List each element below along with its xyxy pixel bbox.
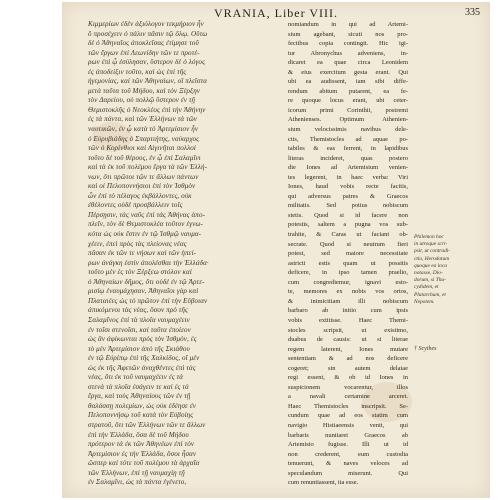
page-header (62, 6, 490, 20)
greek-text-line: κότα ὡς οὐκ ἔστιν ἐν τῷ Ἰσθμῷ ναυμα- (88, 230, 202, 239)
greek-text-line: Πέρσῃσιν, τὰς ναῦς ἐπὶ τὰς Ἀθήνας ἀπο- (88, 210, 206, 219)
latin-text-line: speculandum miserunt. Qui (288, 469, 408, 477)
latin-text-line: duabus de causis: ut si literae (288, 336, 408, 344)
margin-note-line: dorum, si Thu- (414, 277, 446, 284)
greek-text-line: Ἀρτεμίσιον ἐς τὴν Ἑλλάδα, ὅσοι ἦσαν (88, 449, 197, 458)
greek-text-line: ρων ἀνάγκη ἐστὶν ἀπολέσθαι τὴν Ἑλλάδα· (88, 258, 209, 267)
latin-text-line: non crederent, eum custodia (288, 450, 408, 458)
greek-text-line: μισίῳ ἐναυμάχησαν, Ἀθηναῖοι γὰρ καὶ (88, 287, 199, 296)
greek-text-line: πρότερον τὰ ἐκ τῶν Ἀθηνέων ἐπὶ τὸν (88, 440, 195, 449)
latin-text-line: dicaret ea quae circa Leonidem (288, 59, 408, 67)
latin-text-line: stocles scripsit, ut existimo, (288, 326, 408, 334)
greek-text-line: Θεμιστοκλῆς ὁ Νεοκλέος ἐπὶ τὴν Ἀθήνην (88, 105, 206, 114)
greek-text-line: ὁ Εὐρυβιάδης ὁ Σπαρτιήτης, ναύαρχος (88, 134, 200, 143)
greek-text-line: ἐν τῷ Εὐρίπῳ ἐπὶ τῆς Χαλκίδος, οἳ μὲν (88, 354, 200, 363)
greek-text-line: τοῦτο μὲν ἐς τὸν Ξέρξεω στόλον καὶ (88, 268, 192, 277)
latin-text-line: rendum abitum putarent, ea fe- (288, 87, 408, 95)
latin-text-line: icorum primi Corinthii, postremi (288, 106, 408, 114)
greek-text-line: νέας, ὅτι ἐκ τοῦ ναυμαχέειν ἐς τὰ (88, 373, 184, 382)
greek-text-line: ρων ἐπὶ ᾧ ἐσύλησαν, ὕστερον δὲ ὁ λόγος (88, 58, 206, 67)
greek-text-line: τῶν ἔργων ἐπὶ Λεωνίδην τῶν τε προτέ- (88, 48, 200, 57)
latin-text-line: barbaro ab initio cum ipsis (288, 307, 408, 315)
latin-text-line: potest, sed maiore necessitate (288, 250, 408, 258)
latin-text-line: vobis extitisse. Haec Themi- (288, 316, 408, 324)
latin-text-line: regi essent, & ob id Iones in (288, 374, 408, 382)
greek-text-column (88, 20, 278, 488)
greek-text-line: πλεῖν, τὸν δὲ Θεμιστοκλέα τοῦτον ἐγνω- (88, 220, 204, 229)
latin-text-line: militatis. Sed potius nobiscum (288, 202, 408, 210)
greek-text-line: ἐπὶ τὴν Ἑλλάδα, ὅσα δὲ τοῦ Μήδου (88, 430, 189, 439)
latin-text-column (288, 20, 408, 488)
latin-text-line: cogeret; sin autem delatae (288, 364, 408, 372)
margin-note-line: in utroque scri- (414, 241, 448, 248)
greek-text-line: ὡς ἂν ἀφίκωνται πρὸς τὸν Ἰσθμὸν, ἐς (88, 335, 197, 344)
greek-text-line: τὸν Δαρείου, οὐ πολλῷ ὕστερον ἐν τῇ (88, 96, 196, 105)
greek-text-line: μετὰ ταῦτα τοῦ Μήδου, καὶ τὸν Ξέρξην (88, 86, 201, 95)
greek-text-line: ναυτικῶν, ἐν ᾧ κατὰ τὸ Ἀρτεμίσιον ἦν (88, 125, 199, 134)
margin-note-line: Plutarchum, et (414, 291, 446, 298)
latin-text-line: nomiandum in qui ad Artemi- (288, 21, 408, 28)
greek-text-line: ἐς ἀποδείξιν τοῦτο, καὶ ὡς ἐπὶ τῆς (88, 67, 187, 76)
margin-note-line: cydidem, et (414, 284, 439, 291)
latin-text-line: suspicionem vocarentur, illos (288, 383, 408, 391)
greek-text-line: δὲ ὁ Ἀθηναῖος ἀποκλεῖσας ἐτίμησε τοῦ (88, 39, 199, 48)
greek-text-line: ὡς ἐκ τῆς Ἀφετῶν ἀναχθέντες ἐπὶ τὰς (88, 363, 196, 372)
latin-text-line: cum renuntiassent, ita esse. (288, 479, 359, 487)
greek-text-line: θαλάσσῃ πολεμίων, ὡς οὐκ ἐδέησε ἐν (88, 401, 196, 410)
latin-text-line: navigio Histiaeensis venit, qui (288, 421, 408, 429)
greek-text-line: τὸ μὲν Ἀρτεμίσιον ἀπὸ τῆς Σκιάθου (88, 344, 190, 353)
latin-text-line: potestis, saltem a pugna vos sub- (288, 221, 408, 229)
latin-text-line: a navali certamine arceret. (288, 393, 408, 401)
latin-text-line: literas incideret, quas postero (288, 154, 408, 162)
latin-text-line: Artemisio fugisse. Illi ut id (288, 441, 408, 449)
latin-text-line: regem laterent, Iones mutare (288, 345, 408, 353)
latin-text-line: tabiles & eas ferrent, in lapidibus (288, 145, 408, 153)
latin-text-line: stetis. Quod si id facere non (288, 211, 408, 219)
latin-text-line: die Iones ad Artemisium venien- (288, 164, 408, 172)
greek-text-line: ἔργα, καὶ τοὺς Ἀθηναίους τῶν ἐν τῇ (88, 392, 191, 401)
greek-text-line: ἡγεμονίας, καὶ τῶν Ἀθηναίων, οἳ πλεῖστα (88, 77, 208, 86)
page-number: 335 (465, 7, 480, 18)
latin-text-line: Athenienses. Optimum Athenien- (288, 116, 408, 124)
latin-text-line: Haec Themistocles inscripsit. Se- (288, 402, 408, 410)
greek-text-line: ὥσπερ καὶ τότε τοῦ πολέμου τὰ ἀρχαῖα (88, 459, 200, 468)
latin-text-line: sententiam & ad nos deficere (288, 355, 408, 363)
latin-text-line: Iones, haud vobis recte facitis, (288, 183, 408, 191)
margin-note (414, 234, 484, 306)
latin-text-line: & eius exercitum gesta erant. Qui (288, 68, 408, 76)
latin-text-line: sium agebant, sicuti nos pro- (288, 30, 408, 38)
greek-text-line: ἀπικόμενοι τὰς νέας, ὅσον πρὸ τῆς (88, 306, 189, 315)
latin-text-line: tes legerent, in haec verba: Viri (288, 173, 408, 181)
latin-text-line: qui adversus patres & Graecos (288, 192, 408, 200)
latin-text-line: & inimicitiam illi nobiscum (288, 297, 408, 305)
greek-text-line: ὃ προσέχειν ὁ πάλιν πᾶσιν τῷ ὅλῳ. Οὕτω (88, 29, 208, 38)
greek-text-line: πᾶσαν ἐκ τῶν τε νήσων καὶ τῶν ἠπεί- (88, 249, 197, 258)
latin-text-line: ubi ea audissent, iam sibi diffe- (288, 78, 408, 86)
greek-text-line: ὧν ἐπὶ τὸ πέλαγος ἐκβάλλοντες, οὐκ (88, 191, 192, 200)
greek-text-line: νων, ὅτι πρῶτοι τῶν τε ἄλλων πάντων (88, 172, 199, 181)
latin-text-line: tenuerunt, & naves veloces ad (288, 460, 408, 468)
latin-text-line: te, memores ex nobis vos ortos, (288, 288, 408, 296)
margin-note-line: Nepotem. (414, 298, 435, 305)
margin-note-line: quoque ea loca (414, 262, 447, 269)
margin-note-scythes: † Scythes (414, 346, 437, 352)
greek-text-line: ἐς τὰ πάντα, καὶ τῶν Ἑλλήνων τὰ τῶν (88, 115, 198, 124)
greek-text-line: ὁ Ἀθηναίων δῆμος, ὅτι οὐδὲ ἐν τῷ Ἀρτε- (88, 277, 205, 286)
margin-note-line: notasse, Dio- (414, 269, 443, 276)
book-page (62, 2, 490, 498)
greek-text-line: καὶ οἱ Πελοποννήσιοι ἐπὶ τὸν Ἰσθμὸν (88, 182, 196, 191)
greek-text-line: ἐν Σαλαμῖνι, ὡς τὰ πάντα ἐγένετο, (88, 478, 187, 487)
greek-text-line: στρατοῦ, ὅτι τῶν Ἑλλήνων τῶν τε ἄλλων (88, 420, 206, 429)
latin-text-line: secrate. Quod si neutrum fieri (288, 240, 408, 248)
latin-text-line: fectibus copia contingit. Hic igi- (288, 40, 408, 48)
latin-text-line: trahite, & Caras ut faciant ob- (288, 231, 408, 239)
latin-text-line: barbaris nuntiaret Graecos ab (288, 431, 408, 439)
latin-text-line: deficere, in ipso tamen praelio, (288, 269, 408, 277)
greek-text-line: χέειν, ἐπεὶ πρὸς τὰς πλείονας νέας (88, 239, 187, 248)
latin-text-line: astricti estis quam ut possitis (288, 259, 408, 267)
latin-text-line: ctis, Themistocles ad aquae po- (288, 135, 408, 143)
greek-text-line: Πελοποννήσῳ τοῦ κατὰ τὸν Εὐβοίης (88, 411, 194, 420)
greek-text-line: Κιμμερίων ἐδὲν ἀξιόλογον τεκμήριον ἦν (88, 20, 204, 28)
latin-text-line: re quoque locus erant, ubi ceter- (288, 97, 408, 105)
margin-note-line: ctio, Herodotum (414, 255, 450, 262)
running-head: VRANIA, Liber VIII. (213, 6, 339, 20)
greek-text-line: στενὰ τὰ πλοῖα ἐσάγειν τε καὶ ἐς τὰ (88, 382, 189, 391)
greek-text-line: τῶν Ἑλλήνων, ἐπὶ τῇ ναυμαχίῃ τῇ (88, 468, 185, 477)
greek-text-line: τῶν ὁ Κορίνθιοι καὶ Αἰγινῆται πολλοὶ (88, 144, 196, 153)
latin-text-line: sium velocissimis navibus dele- (288, 126, 408, 134)
greek-text-line: ἐθέλοντες οὐδὲ προσβάλλειν τοῖς (88, 201, 183, 210)
greek-text-line: ἐν τοῖσι στενοῖσι, καὶ ταῦτα ἐποίεον (88, 325, 191, 334)
margin-note-line: psit, ut contradi- (414, 248, 451, 255)
greek-text-line: καὶ τὰ ἐκ τοῦ πολέμου ἔργα τὰ τῶν Ἑλλή- (88, 163, 208, 172)
latin-text-line: cundum quae ad eos statim cum (288, 412, 408, 420)
greek-text-line: τοῦτο δὲ τοῦ θέρους, ἐν ᾧ ἐπὶ Σαλαμῖνι (88, 153, 201, 162)
greek-text-line: Πλαταιέες ὡς τὸ πρῶτον ἐπὶ τὴν Εὔβοιαν (88, 296, 208, 305)
margin-note-line: Philemon hoc (414, 234, 444, 240)
latin-text-line: tur Abronychus adveniens, in- (288, 49, 408, 57)
greek-text-line: Σαλαμῖνος ἐπὶ τὰ πλοῖα ναυμαχέειν (88, 315, 190, 324)
latin-text-line: cum congrediemur, ignavi esto- (288, 278, 408, 286)
